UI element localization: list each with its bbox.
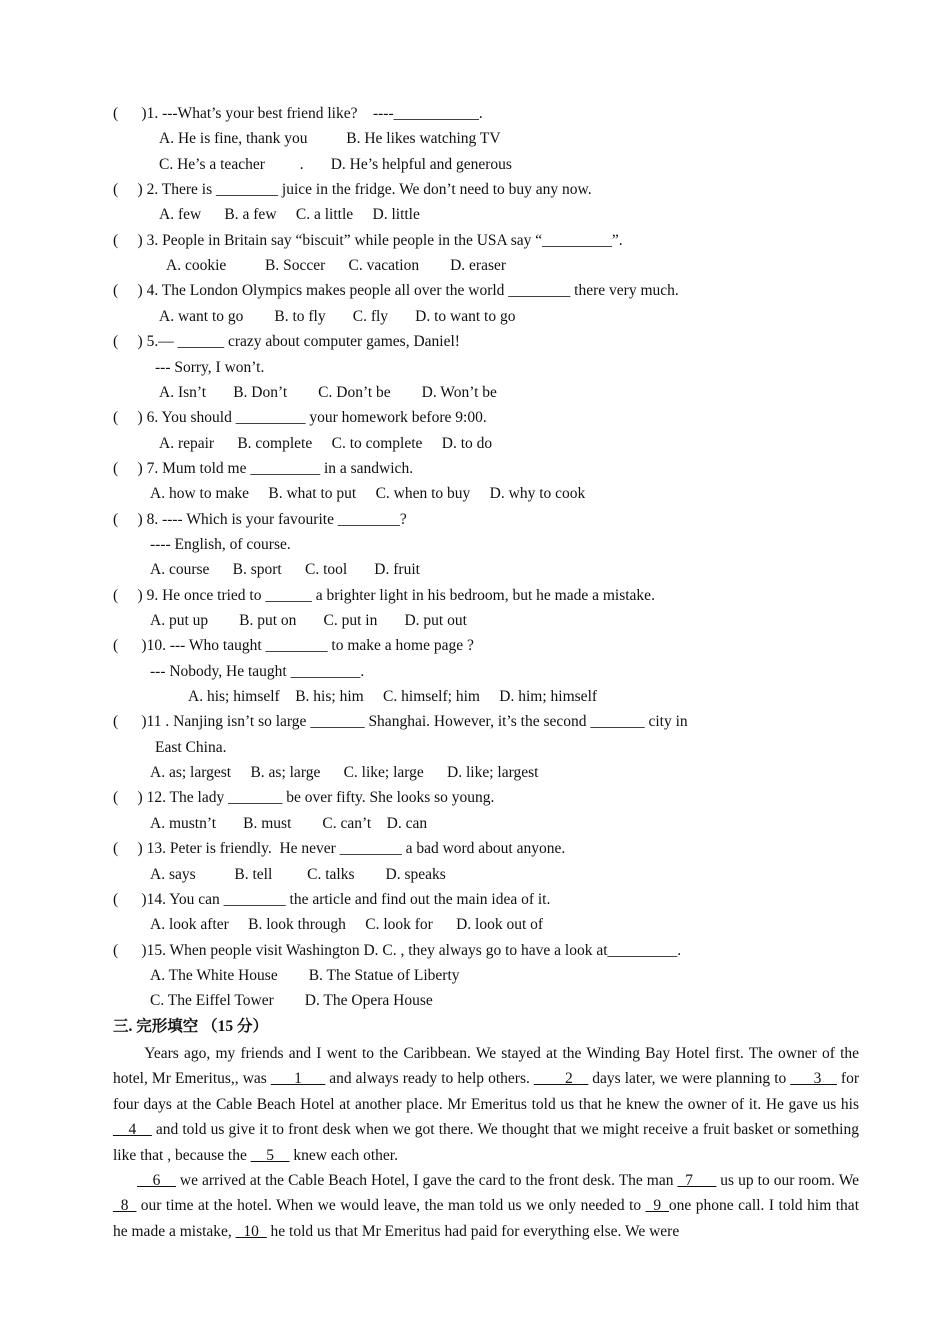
cloze-text: our time at the hotel. When we would leave, the man told us we only needed to bbox=[136, 1197, 646, 1215]
cloze-blank: __5__ bbox=[250, 1146, 290, 1164]
question-stem: ( )14. You can ________ the article and find out the main idea of it. bbox=[113, 890, 551, 908]
cloze-text: for four days at the Cable Beach Hotel at another place. Mr Emeritus told us that he knew the owner of it. He gave us his bbox=[113, 1070, 863, 1113]
cloze-text: we arrived at the Cable Beach Hotel, I gave the card to the front desk. The man bbox=[175, 1172, 678, 1189]
cloze-text: and told us give it to front desk when we got there. We thought that we might receive a fruit basket or something like that , because the bbox=[113, 1121, 863, 1164]
cloze-blank: _10_ bbox=[235, 1222, 267, 1240]
cloze-blank: ____2__ bbox=[533, 1070, 589, 1088]
question-stem: ( ) 9. He once tried to ______ a brighter light in his bedroom, but he made a mistake. bbox=[113, 586, 655, 604]
question-line: --- Nobody, He taught _________. bbox=[150, 662, 365, 680]
question-stem: ( ) 6. You should _________ your homework before 9:00. bbox=[113, 409, 487, 427]
cloze-text: Years ago, my friends and I went to the Caribbean. We stayed at the Winding Bay Hotel first. The owner of the hotel, Mr Emeritus,, was bbox=[113, 1045, 863, 1088]
answer-options: A. course B. sport C. tool D. fruit bbox=[150, 561, 420, 579]
cloze-blank: __6__ bbox=[137, 1172, 176, 1189]
answer-options: A. repair B. complete C. to complete D. to do bbox=[159, 434, 493, 452]
question-stem: ( ) 7. Mum told me _________ in a sandwich. bbox=[113, 459, 414, 477]
answer-options: A. want to go B. to fly C. fly D. to want to go bbox=[159, 307, 516, 325]
answer-options: A. look after B. look through C. look for D. look out of bbox=[150, 916, 544, 934]
cloze-text: knew each other. bbox=[289, 1146, 398, 1164]
answer-options: A. cookie B. Soccer C. vacation D. eraser bbox=[166, 257, 507, 275]
answer-options: A. mustn’t B. must C. can’t D. can bbox=[150, 814, 428, 832]
question-stem: ( )15. When people visit Washington D. C. , they always go to have a look at_________. bbox=[113, 941, 682, 959]
answer-options: A. says B. tell C. talks D. speaks bbox=[150, 865, 446, 883]
cloze-text: he told us that Mr Emeritus had paid for everything else. We were bbox=[266, 1222, 680, 1240]
cloze-text bbox=[113, 1172, 137, 1189]
cloze-blank: _8_ bbox=[113, 1197, 137, 1215]
answer-options: A. He is fine, thank you B. He likes watching TV bbox=[159, 130, 501, 148]
cloze-text: one phone call. I told him that he made a mistake, bbox=[113, 1197, 863, 1240]
cloze-text: and always ready to help others. bbox=[325, 1070, 534, 1088]
question-stem: ( ) 4. The London Olympics makes people all over the world ________ there very much. bbox=[113, 282, 679, 300]
cloze-blank: _9_ bbox=[645, 1197, 669, 1215]
question-stem: ( ) 2. There is ________ juice in the fridge. We don’t need to buy any now. bbox=[113, 181, 592, 199]
answer-options: A. The White House B. The Statue of Liberty bbox=[150, 966, 460, 984]
question-line: C. He’s a teacher . D. He’s helpful and generous bbox=[159, 155, 512, 173]
cloze-blank: ___3__ bbox=[790, 1070, 837, 1088]
answer-options: A. how to make B. what to put C. when to buy D. why to cook bbox=[150, 485, 586, 503]
question-line: East China. bbox=[155, 738, 227, 756]
answer-options: A. his; himself B. his; him C. himself; him D. him; himself bbox=[188, 688, 598, 706]
question-stem: ( ) 5.— ______ crazy about computer games, Daniel! bbox=[113, 333, 460, 351]
answer-options: A. put up B. put on C. put in D. put out bbox=[150, 612, 467, 629]
question-stem: ( ) 8. ---- Which is your favourite ________? bbox=[113, 510, 407, 528]
question-line: ---- English, of course. bbox=[150, 535, 291, 553]
question-stem: ( ) 12. The lady _______ be over fifty. She looks so young. bbox=[113, 789, 495, 807]
question-stem: ( )1. ---What’s your best friend like? ----___________. bbox=[113, 105, 483, 122]
section-heading-cloze: 三. 完形填空 （15 分） bbox=[113, 1018, 269, 1035]
answer-options: A. Isn’t B. Don’t C. Don’t be D. Won’t be bbox=[159, 383, 497, 401]
answer-options: A. as; largest B. as; large C. like; large D. like; largest bbox=[150, 764, 539, 782]
question-stem: ( ) 3. People in Britain say “biscuit” while people in the USA say “_________”. bbox=[113, 231, 623, 249]
answer-options: A. few B. a few C. a little D. little bbox=[159, 206, 420, 224]
cloze-blank: _7___ bbox=[677, 1172, 717, 1189]
question-stem: ( )11 . Nanjing isn’t so large _______ Shanghai. However, it’s the second _______ city in bbox=[113, 713, 688, 731]
question-line: C. The Eiffel Tower D. The Opera House bbox=[150, 992, 433, 1010]
question-line: --- Sorry, I won’t. bbox=[155, 358, 265, 376]
cloze-paragraph-1 bbox=[113, 1041, 863, 1168]
question-stem: ( )10. --- Who taught ________ to make a home page ? bbox=[113, 637, 474, 655]
cloze-text: us up to our room. We bbox=[716, 1172, 863, 1189]
cloze-blank: ___1___ bbox=[270, 1070, 326, 1088]
cloze-text: days later, we were planning to bbox=[588, 1070, 791, 1088]
cloze-paragraph-2 bbox=[113, 1168, 863, 1244]
cloze-blank: __4__ bbox=[113, 1121, 152, 1139]
question-stem: ( ) 13. Peter is friendly. He never ________ a bad word about anyone. bbox=[113, 840, 566, 858]
